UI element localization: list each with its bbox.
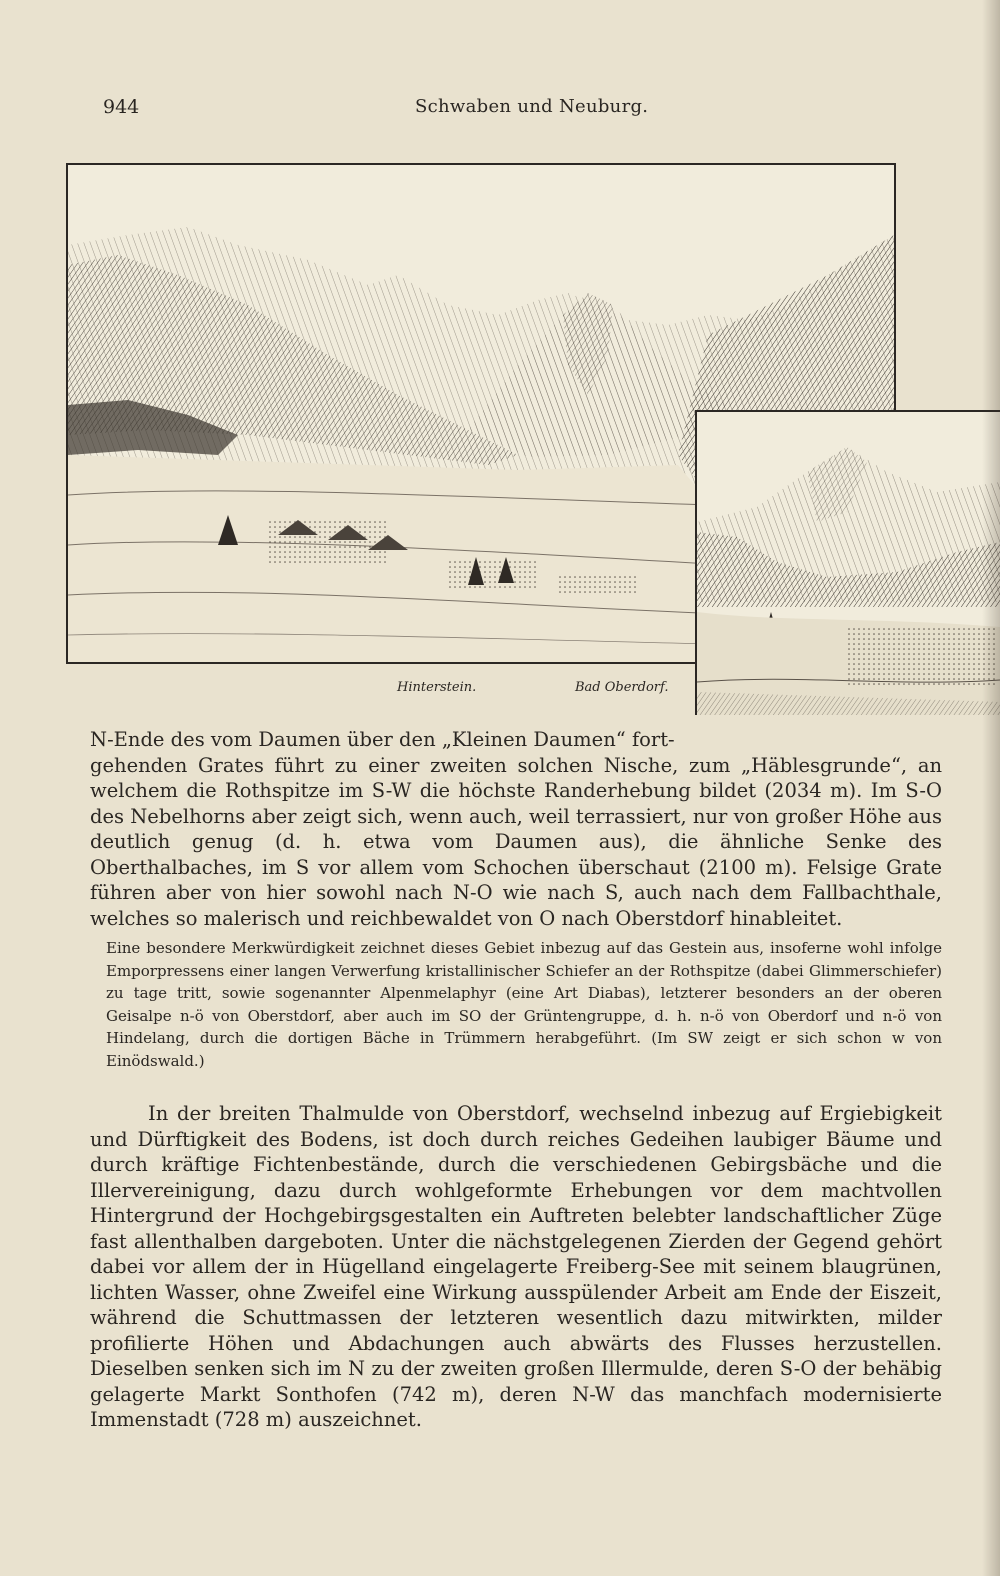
- caption-bad-oberdorf: Bad Oberdorf.: [575, 680, 669, 695]
- running-title: Schwaben und Neuburg.: [415, 96, 649, 117]
- paragraph-1-body: gehenden Grates führt zu einer zweiten solchen Nische, zum „Häblesgrunde“, an welchem die Rothspitze im S-W die höchste Randerhebung bildet (2034 m). Im S-O des Nebelhorns aber zeigt sich, wenn auch, weil terrassiert, nur von großer Höhe aus deutlich genug (d. h. etwa vom Daumen aus), die ähnliche Senke des Oberthalbaches, im S vor allem vom Schochen überschaut (2100 m). Felsige Grate führen aber von hier sowohl nach N-O wie nach S, auch nach dem Fallbachthale, welches so malerisch und reichbewaldet von O nach Oberstdorf hinableitet.: [90, 753, 942, 930]
- inset-engraving: [697, 412, 1000, 715]
- page-header: [103, 96, 883, 126]
- page-number: 944: [103, 96, 140, 118]
- footnote-paragraph: Eine besondere Merkwürdigkeit zeichnet dieses Gebiet inbezug auf das Gestein aus, insoferne wohl infolge Emporpressens einer langen Verwerfung kristallinischer Schiefer an der Rothspitze (dabei Glimmerschiefer) zu tage tritt, sowie sogenannter Alpenmelaphyr (eine Art Diabas), letzterer besonders an der oberen Geisalpe n-ö von Oberstdorf, aber auch im SO der Grüntengruppe, d. h. n-ö von Oberdorf und n-ö von Hindelang, durch die dortigen Bäche in Trümmern herabgeführt. (Im SW zeigt er sich schon w von Einödswald.): [106, 939, 942, 1070]
- paragraph-1-first-line: N-Ende des vom Daumen über den „Kleinen Daumen“ fort-: [90, 728, 675, 751]
- page-edge-shadow: [982, 0, 1000, 1576]
- paragraph-1: [90, 727, 942, 931]
- paragraph-2: In der breiten Thalmulde von Oberstdorf, wechselnd inbezug auf Ergiebigkeit und Dürftigkeit des Bodens, ist doch durch reiches Gedeihen laubiger Bäume und durch kräftige Fichtenbestände, durch die verschiedenen Gebirgsbäche und die Illervereinigung, dazu durch wohlgeformte Erhebungen vor dem machtvollen Hintergrund der Hochgebirgsgestalten ein Auftreten belebter landschaftlicher Züge fast allenthalben dargeboten. Unter die nächstgelegenen Zierden der Gegend gehört dabei vor allem der in Hügelland eingelagerte Freiberg-See mit seinem blaugrünen, lichten Wasser, ohne Zweifel eine Wirkung ausspülender Arbeit am Ende der Eiszeit, während die Schuttmassen der letzteren wesentlich dazu mitwirkten, milder profilierte Höhen und Abdachungen auch abwärts des Flusses herzustellen. Dieselben senken sich im N zu der zweiten großen Illermulde, deren S-O der behäbig gelagerte Markt Sonthofen (742 m), deren N-W das manchfach modernisierte Immenstadt (728 m) auszeichnet.: [90, 1102, 942, 1431]
- illustration-bad-oberdorf: [695, 410, 1000, 715]
- caption-hinterstein: Hinterstein.: [397, 680, 477, 695]
